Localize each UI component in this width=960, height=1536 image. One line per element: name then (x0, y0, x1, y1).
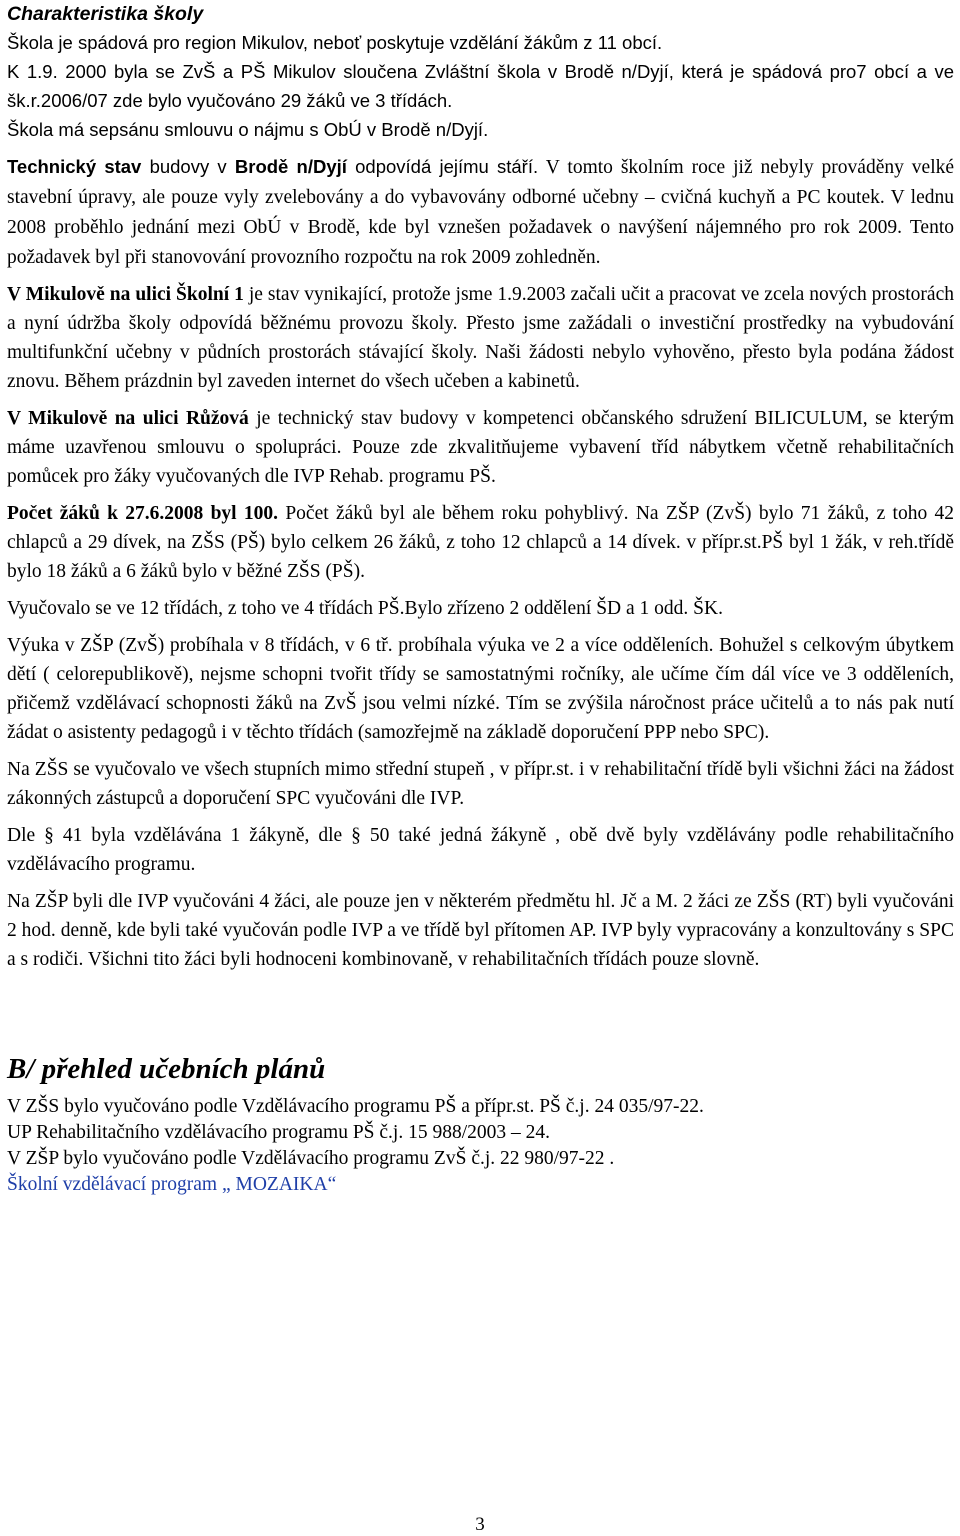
zsp-paragraph: Na ZŠP byli dle IVP vyučováni 4 žáci, ale pouze jen v některém předmětu hl. Jč a M. 2 žáci ze ZŠS (RT) byli vyučováni 2 hod. denně, kde byli také vyučován podle IVP a ve třídě byl přítomen AP. IVP byly vypracovány a konzultovány s SPC a s rodiči. Všichni tito žáci byli hodnoceni kombinovaně, v rehabilitačních třídách pouze slovně. (7, 891, 954, 970)
pupils-text: Počet žáků byl ale během roku pohyblivý. Na ZŠP (ZvŠ) bylo 71 žáků, z toho 42 chlapců a 29 dívek, na ZŠS (PŠ) bylo celkem 26 žáků, z toho 12 chlapců a 14 dívek. v přípr.st.PŠ byl 1 žák, v reh.třídě bylo 18 žáků a 6 žáků bylo v běžné ZŠS (PŠ). (7, 503, 955, 582)
plan-line-1: V ZŠS bylo vyučováno podle Vzdělávacího programu PŠ a přípr.st. PŠ č.j. 24 035/97-22. (7, 1096, 704, 1117)
intro-line-2a: K 1.9. 2000 byla se ZvŠ a PŠ Mikulov sloučena Zvláštní škola v Brodě n/Dyjí, která je spádová pro7 obcí a ve šk.r. (7, 61, 954, 111)
intro-line-2b: 2006/07 zde bylo vyučováno 29 žáků ve 3 třídách. (40, 90, 453, 111)
skolni-paragraph (7, 280, 954, 396)
technical-paragraph (7, 152, 954, 272)
intro-line-3: Škola má sepsánu smlouvu o nájmu s ObÚ v Brodě n/Dyjí. (7, 119, 489, 140)
intro-paragraph-2 (7, 57, 954, 115)
dle-paragraph: Dle § 41 byla vzdělávána 1 žákyně, dle § 50 také jedná žákyně , obě dvě byly vzdělávány podle rehabilitačního vzdělávacího programu. (7, 825, 954, 875)
ruzova-text: je technický stav budovy v kompetenci občanského sdružení BILICULUM, se kterým máme uzavřenou smlouvu o spolupráci. Pouze zde zkvalitňujeme vybavení tříd nábytkem včetně rehabilitačních pomůcek pro žáky vyučovaných dle IVP Rehab. programu PŠ. (7, 408, 955, 487)
technical-rest: V tomto školním roce již nebyly prováděny velké stavební úpravy, ale pouze vyly zvelebovány a do vybavovány odborné učebny – cvičná kuchyň a PC koutek. V lednu 2008 proběhlo jednání mezi ObÚ v Brodě, kde byl vznešen požadavek o navýšení nájemného pro rok 2009. Tento požadavek byl při stanovování provozního rozpočtu na rok 2009 zohledněn. (7, 157, 955, 268)
teaching-paragraph: Výuka v ZŠP (ZvŠ) probíhala v 8 třídách, v 6 tř. probíhala výuka ve 2 a více odděleních. Bohužel s celkovým úbytkem dětí ( celorepublikově), nejsme schopni tvořit třídy se samostatnými ročníky, ale učíme čím dál více ve 3 odděleních, přičemž vzdělávací schopnosti žáků na ZvŠ jsou velmi nízké. Tím se zvýšila náročnost práce učitelů a to nás pak nutí žádat o asistenty pedagogů i v těchto třídách (samozřejmě na základě doporučení PPP nebo SPC). (7, 635, 954, 743)
skolni-bold: V Mikulově na ulici Školní 1 (7, 284, 244, 305)
intro-block (7, 28, 954, 144)
plan-line-3: V ZŠP bylo vyučováno podle Vzdělávacího programu ZvŠ č.j. 22 980/97-22 . (7, 1148, 615, 1169)
section-heading-characteristics: Charakteristika školy (7, 3, 204, 25)
ruzova-bold: V Mikulově na ulici Růžová (7, 408, 249, 429)
technical-text-1: budovy v (141, 156, 235, 177)
technical-bold-1: Technický stav (7, 156, 142, 177)
page-number: 3 (475, 1514, 485, 1535)
section-heading-plans: B/ přehled učebních plánů (7, 1053, 326, 1085)
technical-text-2: odpovídá jejímu stáří. (346, 156, 539, 177)
school-program-link[interactable]: Školní vzdělávací program „ MOZAIKA“ (7, 1174, 337, 1195)
plan-line-2: UP Rehabilitačního vzdělávacího programu PŠ č.j. 15 988/2003 – 24. (7, 1122, 551, 1143)
classes-paragraph: Vyučovalo se ve 12 třídách, z toho ve 4 třídách PŠ.Bylo zřízeno 2 oddělení ŠD a 1 odd. ŠK. (7, 598, 723, 619)
ruzova-paragraph (7, 404, 954, 491)
skolni-text: je stav vynikající, protože jsme 1.9.2003 začali učit a pracovat ve zcela nových prostorách a nyní údržba školy odpovídá běžnému provozu školy. Přesto jsme zažádali o investiční prostředky na vybudování multifunkční učebny v půdních prostorách stávající školy. Naši žádosti nebylo vyhověno, přesto byla podána žádost znovu. Během prázdnin byl zaveden internet do všech učeben a kabinetů. (7, 284, 954, 392)
zss-paragraph: Na ZŠS se vyučovalo ve všech stupních mimo střední stupeň , v přípr.st. i v rehabilitační třídě byli všichni žáci na žádost zákonných zástupců a doporučení SPC vyučováni dle IVP. (7, 759, 954, 809)
technical-bold-2: Brodě n/Dyjí (234, 156, 347, 177)
plans-list (7, 1094, 954, 1198)
pupils-paragraph (7, 499, 954, 586)
pupils-bold: Počet žáků k 27.6.2008 byl 100. (7, 503, 279, 524)
intro-line-1: Škola je spádová pro region Mikulov, neboť poskytuje vzdělání žákům z 11 obcí. (7, 32, 663, 53)
